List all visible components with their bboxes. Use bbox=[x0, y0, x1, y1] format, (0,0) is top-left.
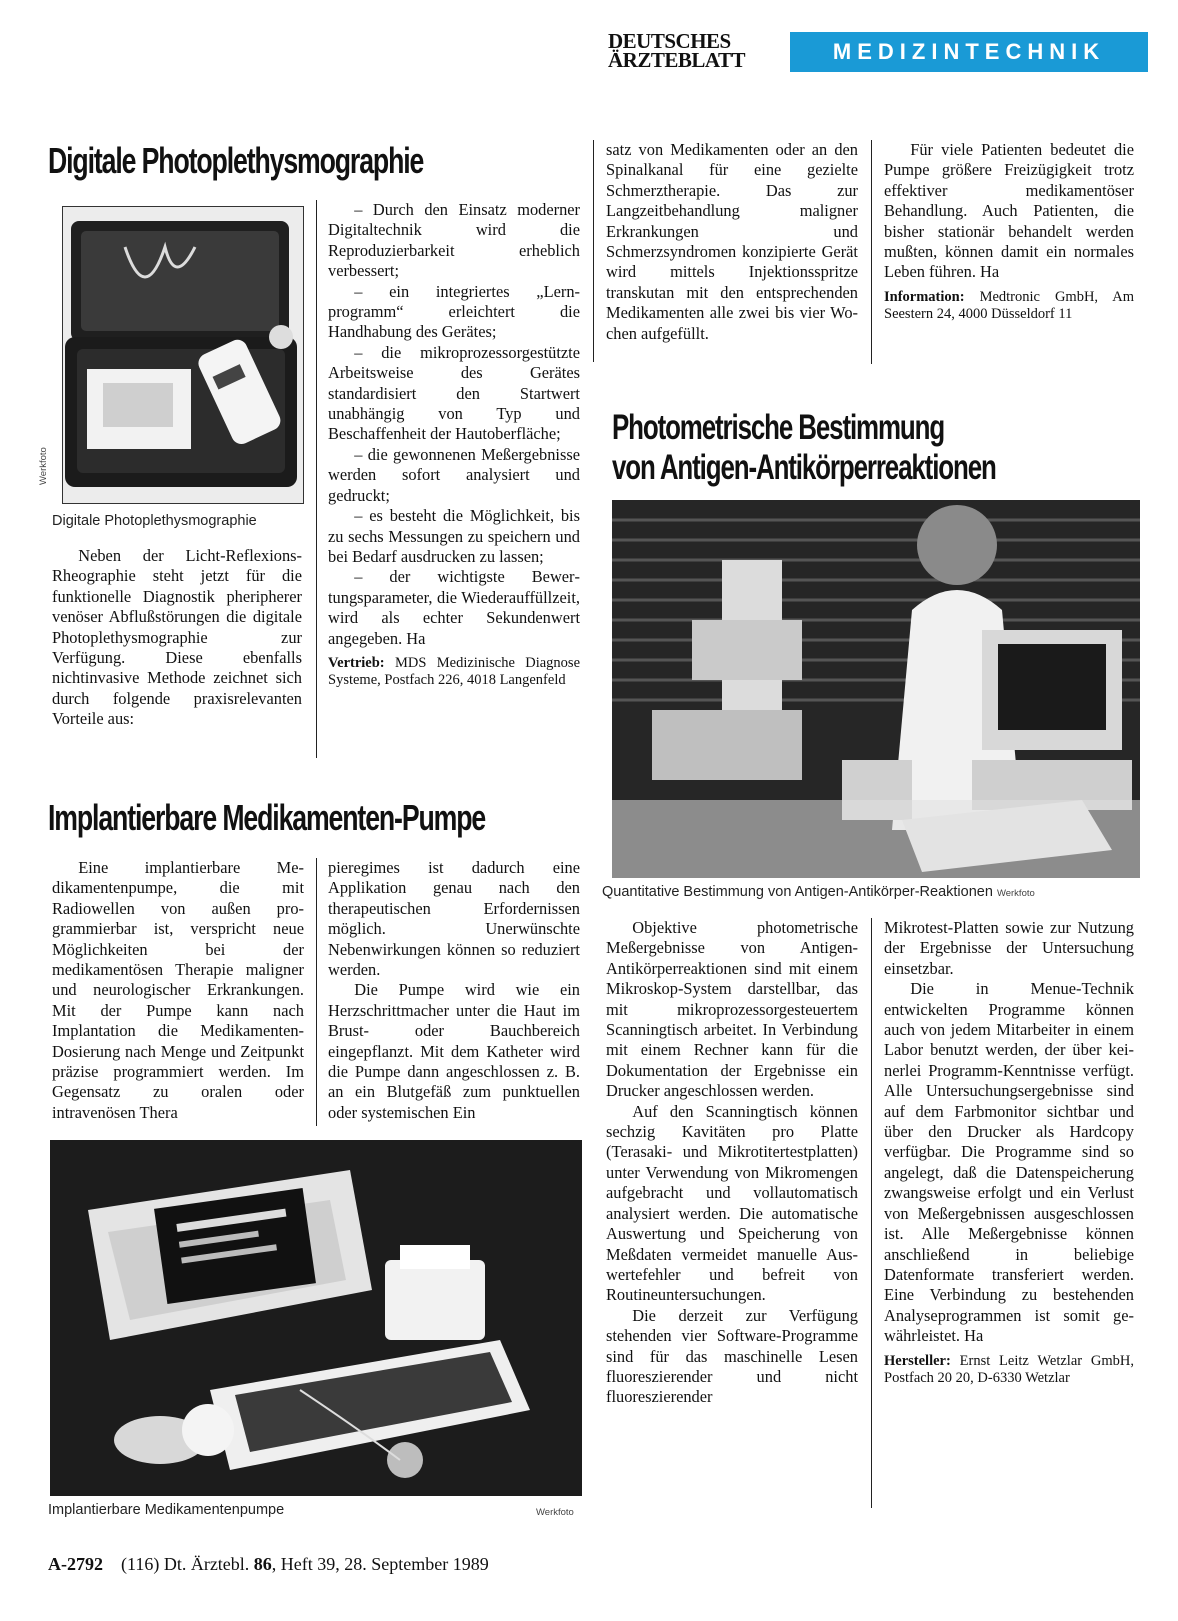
article3-paragraph4: Mikrotest-Platten sowie zur Nutzung der Ergebnisse der Untersuchung einsetzbar. bbox=[884, 918, 1134, 978]
issue-date: , Heft 39, 28. September 1989 bbox=[271, 1554, 489, 1574]
article2-column1 bbox=[52, 858, 304, 1123]
hersteller-label: Hersteller: bbox=[884, 1352, 951, 1369]
article2-column4 bbox=[884, 140, 1134, 324]
column-rule bbox=[871, 140, 872, 364]
information-label: Information: bbox=[884, 288, 965, 305]
article1-column2 bbox=[328, 200, 580, 690]
column-rule bbox=[316, 858, 317, 1126]
page-number: A-2792 bbox=[48, 1554, 103, 1574]
article2-title: Implantierbare Medikamenten-Pumpe bbox=[48, 797, 486, 838]
article3-photo-credit: Werkfoto bbox=[996, 888, 1035, 899]
article3-column1 bbox=[606, 918, 858, 1408]
article1-column1 bbox=[52, 546, 302, 730]
article2-paragraph5: Für viele Patienten bedeutet die Pumpe größere Freizügigkeit trotz effektiver medikamentöser Behandlung. Auch Patienten, die bisher stationär behandelt werden mußten, können damit ein normales Leben führen. Ha bbox=[884, 140, 1134, 282]
bullet-messergebnisse: – die gewonnenen Meßergebnisse werden sofort analysiert und gedruckt; bbox=[328, 444, 580, 505]
citation: (116) Dt. Ärztebl. bbox=[121, 1554, 250, 1574]
bullet-messungen-speichern: – es besteht die Möglichkeit, bis zu sechs Messungen zu speichern und bei Bedarf ausdrucken zu lassen; bbox=[328, 506, 580, 566]
page-footer bbox=[48, 1554, 489, 1575]
article2-paragraph1: Eine implantierbare Medikamentenpumpe, die mit Radiowellen von außen programmierbar ist, verspricht neue Möglichkeiten bei der medikamentösen Therapie maligner und neurologischer Erkrankungen. Mit der Pumpe kann nach Implantation die Medikamenten-Dosierung nach Menge und Zeitpunkt präzise programmiert werden. Im Gegensatz zu oralen oder intravenösen Thera bbox=[52, 858, 304, 1122]
carry-case-illustration bbox=[63, 207, 303, 503]
article2-photo-credit: Werkfoto bbox=[536, 1507, 574, 1518]
article3-paragraph5: Die in Menue-Technik entwickelten Programme können auch von jedem Mitarbeiter in einem Labor benutzt werden, der über keinerlei Programm-Kenntnisse verfügt. Alle Untersuchungsergebnisse sind auf dem Farbmonitor sichtbar und über den Drucker als Hardcopy verfügbar. Die Programme sind so angelegt, daß die Datenspeicherung zwangsweise erfolgt und ein Verlust von Meßergebnissen ausgeschlossen ist. Alle Meßergebnisse können anschließend in beliebige Datenformate transferiert werden. Eine Verbindung zu bestehenden Analyseprogrammen ist somit gewährleistet. Ha bbox=[884, 979, 1134, 1346]
article2-paragraph4: satz von Medikamenten oder an den Spinalkanal für eine gezielte Schmerztherapie. Das zur Langzeitbehandlung maligner Erkrankungen und Schmerzsyndromen konzipierte Gerät wird mittels Injektionsspritze transkutan mit den entsprechenden Medikamenten alle zwei bis vier Wochen aufgefüllt. bbox=[606, 140, 858, 343]
column-rule bbox=[871, 918, 872, 1508]
bullet-lernprogramm: – ein integriertes „Lernprogramm“ erleichtert die Handhabung des Gerätes; bbox=[328, 281, 580, 342]
bullet-digitaltechnik: – Durch den Einsatz moderner Digitaltechnik wird die Reproduzierbarkeit erheblich verbessert; bbox=[328, 200, 580, 281]
article1-intro-paragraph: Neben der Licht-Reflexions-Rheographie steht jetzt für die funktionelle Diagnostik pheripherer venöser Abflußstörungen die digitale Photoplethysmographie zur Verfügung. Diese ebenfalls nichtinvasive Methode zeichnet sich durch folgende praxisrelevanten Vorteile aus: bbox=[52, 546, 302, 729]
article2-photo bbox=[50, 1140, 582, 1496]
article2-caption: Implantierbare Medikamentenpumpe bbox=[48, 1502, 285, 1518]
article3-column2 bbox=[884, 918, 1134, 1388]
bullet-mikroprozessor: – die mikroprozessorgestützte Arbeitsweise des Gerätes standardisiert den Startwert unabhängig von Typ und Beschaffenheit der Hautoberfläche; bbox=[328, 342, 580, 444]
lab-microscope-illustration bbox=[612, 500, 1140, 878]
article2-paragraph3: Die Pumpe wird wie ein Herzschrittmacher unter die Haut im Brust- oder Bauchbereich eingepflanzt. Mit dem Katheter wird die Pumpe dann angeschlossen z. B. an ein Blutgefäß zum punktuellen oder systemischen Ein bbox=[328, 980, 580, 1122]
masthead-line2: ÄRZTEBLATT bbox=[608, 48, 745, 72]
article2-column3 bbox=[606, 140, 858, 344]
vertrieb-text: MDS Medizinische Diagnose Systeme, Postfach 226, 4018 Langenfeld bbox=[328, 654, 581, 689]
column-rule bbox=[316, 200, 317, 758]
article1-photo-credit: Werkfoto bbox=[38, 447, 49, 485]
article3-hersteller bbox=[884, 1353, 1134, 1388]
article2-column2 bbox=[328, 858, 580, 1123]
column-rule bbox=[593, 140, 594, 362]
article3-caption-text: Quantitative Bestimmung von Antigen-Antikörper-Reaktionen bbox=[602, 884, 993, 900]
article2-paragraph2: pieregimes ist dadurch eine Applikation genau nach den therapeutischen Erfordernissen möglich. Unerwünschte Nebenwirkungen können so reduziert werden. bbox=[328, 858, 580, 980]
article3-paragraph2: Auf den Scanningtisch können sechzig Kavitäten pro Platte (Terasaki- und Mikrotitertestplatten) unter Verwendung von Mikromengen aufgebracht und vollautomatisch analysiert werden. Die automatische Auswertung und Speicherung von Meßdaten vermeidet manuelle Auswertefehler und befreit von Routineuntersuchungen. bbox=[606, 1101, 858, 1305]
article3-title bbox=[612, 408, 996, 488]
volume: 86 bbox=[253, 1554, 272, 1574]
vertrieb-label: Vertrieb: bbox=[328, 654, 385, 671]
section-band: MEDIZINTECHNIK bbox=[790, 32, 1148, 72]
article3-title-line1: Photometrische Bestimmung bbox=[612, 408, 945, 447]
hersteller-text: Ernst Leitz Wetzlar GmbH, Postfach 20 20, D-6330 Wetzlar bbox=[884, 1352, 1134, 1387]
article2-information bbox=[884, 289, 1134, 324]
article1-vertrieb bbox=[328, 655, 580, 690]
article1-caption: Digitale Photoplethysmographie bbox=[52, 513, 257, 529]
bullet-wiederauffuellzeit: – der wichtigste Bewertungsparameter, die Wiederauffüllzeit, wird als echter Sekundenwert angegeben. Ha bbox=[328, 567, 580, 648]
article3-paragraph1: Objektive photometrische Meßergebnisse von Antigen-Antikörperreaktionen sind mit einem Mikroskop-System darstellbar, das mit mikroprozessorgesteuertem Scanningtisch arbeitet. In Verbindung mit einem Rechner kann für die Dokumentation der Ergebnisse ein Drucker angeschlossen werden. bbox=[606, 918, 858, 1101]
article3-paragraph3: Die derzeit zur Verfügung stehenden vier Software-Programme sind für das maschinelle Lesen fluoreszierender und nicht fluoreszierender bbox=[606, 1305, 858, 1407]
pump-programmer-illustration bbox=[50, 1140, 582, 1496]
masthead-logo bbox=[608, 29, 768, 72]
article3-caption bbox=[602, 884, 1035, 900]
information-text: Medtronic GmbH, Am Seestern 24, 4000 Düsseldorf 11 bbox=[884, 288, 1134, 323]
article1-photo bbox=[62, 206, 304, 504]
article3-title-line2: von Antigen-Antikörperreaktionen bbox=[612, 448, 996, 487]
article1-title: Digitale Photoplethysmographie bbox=[48, 140, 424, 181]
masthead-line1: DEUTSCHES bbox=[608, 29, 731, 53]
article3-photo bbox=[612, 500, 1140, 878]
